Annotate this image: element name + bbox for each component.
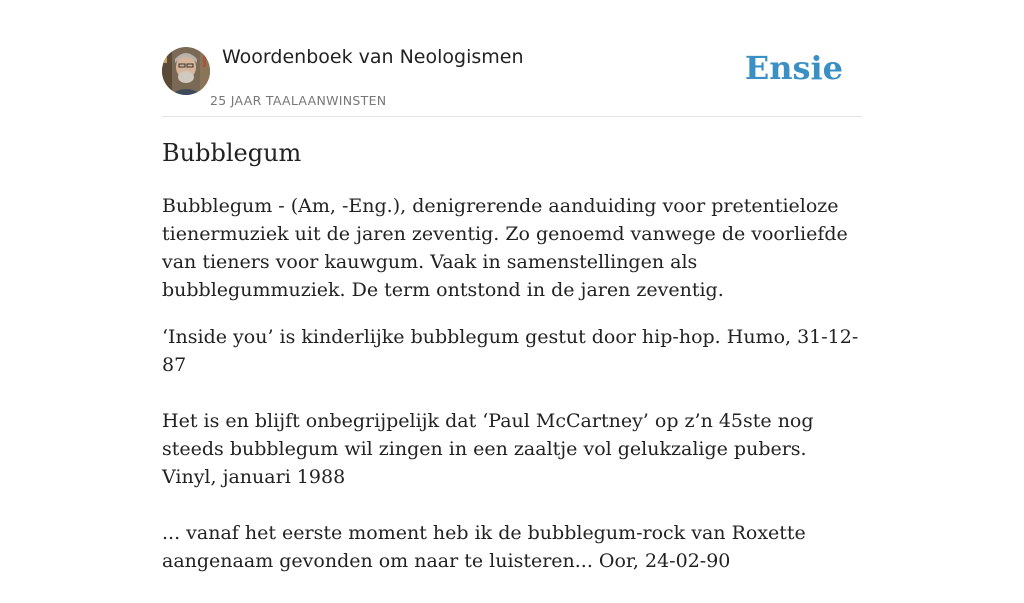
author-avatar[interactable] (162, 47, 210, 95)
site-header (162, 46, 862, 117)
quote-item: Het is en blijft onbegrijpelijk dat ‘Paul McCartney’ op z’n 45ste nog steeds bubblegum wil zingen in een zaaltje vol gelukzalige pubers. Vinyl, januari 1988 (162, 410, 814, 488)
quote-item: ‘Inside you’ is kinderlijke bubblegum gestut door hip-hop. Humo, 31-12-87 (162, 326, 859, 376)
brand-logo[interactable]: Ensie (744, 49, 843, 87)
entry-title: Bubblegum (162, 139, 302, 167)
author-name[interactable]: Woordenboek van Neologismen (222, 46, 524, 68)
author-tagline: 25 JAAR TAALAANWINSTEN (210, 93, 387, 108)
quote-item: ... vanaf het eerste moment heb ik de bubblegum-rock van Roxette aangenaam gevonden om naar te luisteren... Oor, 24-02-90 (162, 522, 806, 572)
entry-quotes (162, 323, 862, 603)
entry-definition: Bubblegum - (Am, -Eng.), denigrerende aanduiding voor pretentieloze tienermuziek uit de jaren zeventig. Zo genoemd vanwege de voorliefde van tieners voor kauwgum. Vaak in samenstellingen als bubblegummuziek. De term ontstond in de jaren zeventig. (162, 195, 848, 301)
